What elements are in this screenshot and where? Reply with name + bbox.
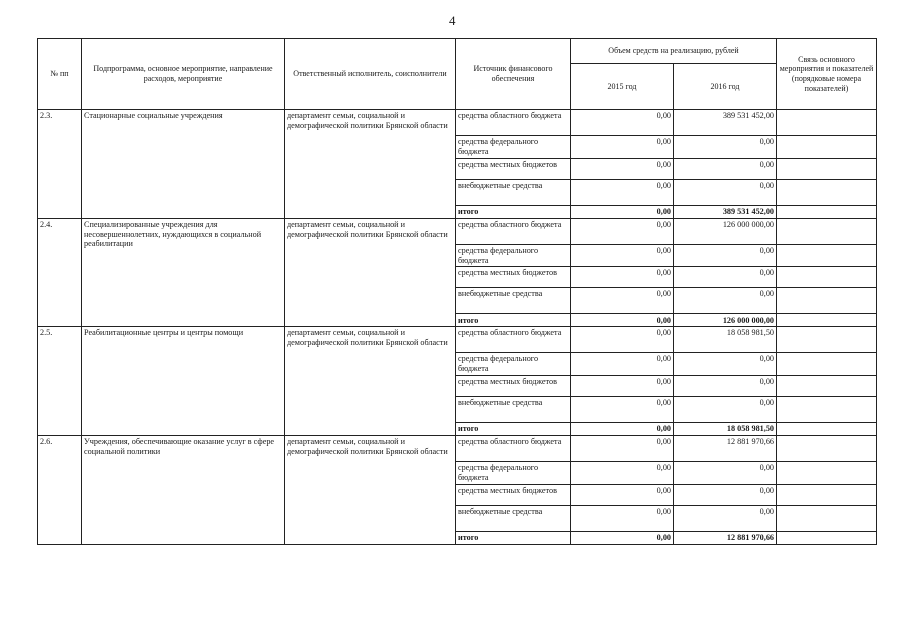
indicator-link (777, 110, 877, 136)
amount-2016: 0,00 (674, 267, 777, 288)
amount-2016: 0,00 (674, 179, 777, 205)
funding-source: средства местных бюджетов (456, 376, 571, 397)
amount-2016: 389 531 452,00 (674, 110, 777, 136)
indicator-link (777, 136, 877, 159)
funding-source: средства федерального бюджета (456, 462, 571, 485)
indicator-link (777, 505, 877, 531)
amount-2016: 0,00 (674, 505, 777, 531)
total-label: итого (456, 205, 571, 218)
amount-2016: 0,00 (674, 158, 777, 179)
header-executor: Ответственный исполнитель, соисполнители (285, 39, 456, 110)
amount-2015: 0,00 (571, 376, 674, 397)
amount-2016: 0,00 (674, 484, 777, 505)
indicator-link (777, 484, 877, 505)
indicator-link (777, 267, 877, 288)
funding-source: внебюджетные средства (456, 179, 571, 205)
total-label: итого (456, 531, 571, 544)
section-name: Реабилитационные центры и центры помощи (82, 327, 285, 436)
table-row (38, 110, 877, 136)
funding-source: средства областного бюджета (456, 218, 571, 244)
header-year-2015: 2015 год (571, 64, 674, 110)
indicator-link (777, 218, 877, 244)
total-label: итого (456, 314, 571, 327)
section-code: 2.5. (38, 327, 82, 436)
amount-2015: 0,00 (571, 288, 674, 314)
table-row (38, 327, 877, 353)
header-year-2016: 2016 год (674, 64, 777, 110)
amount-2015: 0,00 (571, 353, 674, 376)
total-2015: 0,00 (571, 423, 674, 436)
amount-2015: 0,00 (571, 436, 674, 462)
indicator-link (777, 327, 877, 353)
indicator-link (777, 158, 877, 179)
budget-table (37, 38, 877, 545)
total-2015: 0,00 (571, 314, 674, 327)
total-2016: 126 000 000,00 (674, 314, 777, 327)
total-link (777, 531, 877, 544)
total-2015: 0,00 (571, 205, 674, 218)
total-link (777, 205, 877, 218)
header-source: Источник финансового обеспечения (456, 39, 571, 110)
page-number: 4 (449, 13, 456, 28)
section-executor: департамент семьи, социальной и демографической политики Брянской области (285, 327, 456, 436)
table-header (38, 39, 877, 110)
funding-source: внебюджетные средства (456, 288, 571, 314)
total-link (777, 314, 877, 327)
funding-source: средства федерального бюджета (456, 244, 571, 267)
amount-2015: 0,00 (571, 484, 674, 505)
indicator-link (777, 288, 877, 314)
total-2016: 12 881 970,66 (674, 531, 777, 544)
amount-2015: 0,00 (571, 158, 674, 179)
amount-2016: 12 881 970,66 (674, 436, 777, 462)
amount-2016: 0,00 (674, 353, 777, 376)
section-name: Специализированные учреждения для несовершеннолетних, нуждающихся в социальной реабилитации (82, 218, 285, 327)
table-row (38, 218, 877, 244)
section-executor: департамент семьи, социальной и демографической политики Брянской области (285, 218, 456, 327)
indicator-link (777, 244, 877, 267)
amount-2016: 18 058 981,50 (674, 327, 777, 353)
funding-source: средства федерального бюджета (456, 136, 571, 159)
amount-2015: 0,00 (571, 136, 674, 159)
funding-source: средства федерального бюджета (456, 353, 571, 376)
section-code: 2.6. (38, 436, 82, 545)
amount-2015: 0,00 (571, 462, 674, 485)
amount-2015: 0,00 (571, 179, 674, 205)
amount-2015: 0,00 (571, 110, 674, 136)
total-link (777, 423, 877, 436)
funding-source: внебюджетные средства (456, 505, 571, 531)
header-link: Связь основного мероприятия и показателей (порядковые номера показателей) (777, 39, 877, 110)
indicator-link (777, 376, 877, 397)
funding-source: средства местных бюджетов (456, 484, 571, 505)
indicator-link (777, 462, 877, 485)
amount-2015: 0,00 (571, 505, 674, 531)
funding-source: средства областного бюджета (456, 110, 571, 136)
funding-source: внебюджетные средства (456, 397, 571, 423)
total-label: итого (456, 423, 571, 436)
amount-2015: 0,00 (571, 218, 674, 244)
section-executor: департамент семьи, социальной и демографической политики Брянской области (285, 110, 456, 219)
total-2015: 0,00 (571, 531, 674, 544)
section-code: 2.4. (38, 218, 82, 327)
header-volume: Объем средств на реализацию, рублей (571, 39, 777, 64)
amount-2016: 0,00 (674, 462, 777, 485)
funding-source: средства местных бюджетов (456, 158, 571, 179)
amount-2016: 0,00 (674, 288, 777, 314)
funding-source: средства областного бюджета (456, 327, 571, 353)
table-body (38, 110, 877, 545)
amount-2015: 0,00 (571, 267, 674, 288)
total-2016: 389 531 452,00 (674, 205, 777, 218)
indicator-link (777, 397, 877, 423)
indicator-link (777, 436, 877, 462)
amount-2016: 0,00 (674, 376, 777, 397)
amount-2016: 0,00 (674, 397, 777, 423)
table-row (38, 436, 877, 462)
section-name: Стационарные социальные учреждения (82, 110, 285, 219)
funding-source: средства местных бюджетов (456, 267, 571, 288)
amount-2016: 0,00 (674, 136, 777, 159)
section-code: 2.3. (38, 110, 82, 219)
amount-2015: 0,00 (571, 397, 674, 423)
indicator-link (777, 353, 877, 376)
indicator-link (777, 179, 877, 205)
funding-source: средства областного бюджета (456, 436, 571, 462)
header-program: Подпрограмма, основное мероприятие, направление расходов, мероприятие (82, 39, 285, 110)
section-name: Учреждения, обеспечивающие оказание услуг в сфере социальной политики (82, 436, 285, 545)
amount-2016: 126 000 000,00 (674, 218, 777, 244)
header-number: № пп (38, 39, 82, 110)
amount-2015: 0,00 (571, 327, 674, 353)
section-executor: департамент семьи, социальной и демографической политики Брянской области (285, 436, 456, 545)
total-2016: 18 058 981,50 (674, 423, 777, 436)
amount-2015: 0,00 (571, 244, 674, 267)
amount-2016: 0,00 (674, 244, 777, 267)
